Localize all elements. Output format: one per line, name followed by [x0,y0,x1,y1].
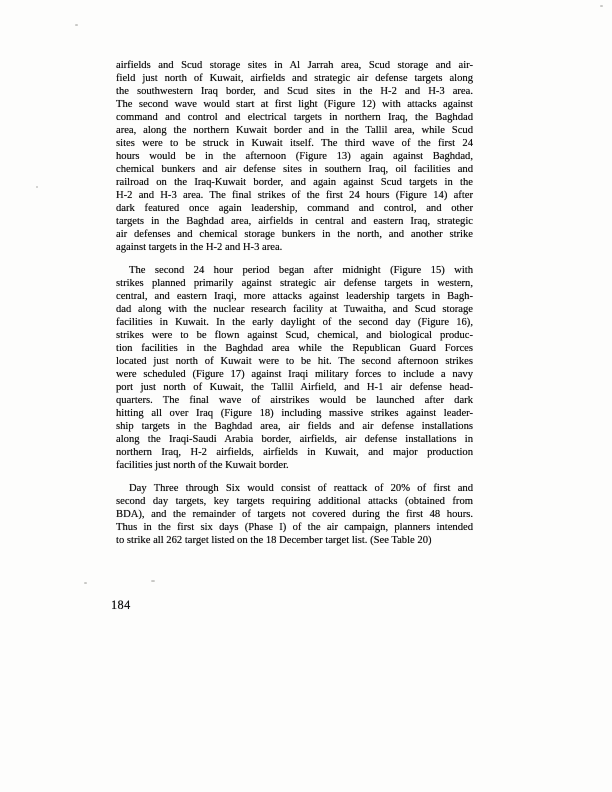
scan-speck [84,582,87,584]
text-line: the southwestern Iraq border, and Scud sites in the H-2 and H-3 area. [116,86,473,97]
text-line: along the Iraqi-Saudi Arabia border, airfields, air defense installations in [116,434,473,445]
text-line: northern Iraq, H-2 airfields, airfields in Kuwait, and major production [116,447,473,458]
scan-speck [36,186,38,188]
text-line: air defenses and chemical storage bunkers in the north, and another strike [116,229,473,240]
text-line: Thus in the first six days (Phase I) of the air campaign, planners intended [116,522,473,533]
text-line: were scheduled (Figure 17) against Iraqi military forces to include a navy [116,369,473,380]
paragraph [116,264,473,472]
text-line: hitting all over Iraq (Figure 18) including massive strikes against leader- [116,408,473,419]
text-line: strikes were to be flown against Scud, chemical, and biological produc- [116,330,473,341]
text-line: airfields and Scud storage sites in Al Jarrah area, Scud storage and air- [116,60,473,71]
text-line: BDA), and the remainder of targets not covered during the first 48 hours. [116,509,473,520]
text-line: area, along the northern Kuwait border and in the Tallil area, while Scud [116,125,473,136]
body-text [116,59,473,547]
text-line: facilities in Kuwait. In the early daylight of the second day (Figure 16), [116,317,473,328]
text-line: quarters. The final wave of airstrikes would be launched after dark [116,395,473,406]
text-line: Day Three through Six would consist of reattack of 20% of first and [129,483,473,494]
text-line: targets in the Baghdad area, airfields in central and eastern Iraq, strategic [116,216,473,227]
text-line: dad along with the nuclear research facility at Tuwaitha, and Scud storage [116,304,473,315]
paragraph [116,482,473,547]
text-line: strikes planned primarily against strategic air defense targets in western, [116,278,473,289]
text-line: chemical bunkers and air defense sites in southern Iraq, oil facilities and [116,164,473,175]
text-line: against targets in the H-2 and H-3 area. [116,242,283,253]
page-number: 184 [111,598,131,612]
scan-speck [600,5,603,7]
text-line: railroad on the Iraq-Kuwait border, and again against Scud targets in the [116,177,473,188]
text-line: located just north of Kuwait were to be hit. The second afternoon strikes [116,356,473,367]
text-line: port just north of Kuwait, the Tallil Airfield, and H-1 air defense head- [116,382,473,393]
text-line: to strike all 262 target listed on the 18 December target list. (See Table 20) [116,535,432,546]
text-line: The second wave would start at first light (Figure 12) with attacks against [116,99,473,110]
text-line: field just north of Kuwait, airfields and strategic air defense targets along [116,73,473,84]
text-line: The second 24 hour period began after midnight (Figure 15) with [129,265,473,276]
scan-speck [151,580,155,582]
text-line: hours would be in the afternoon (Figure 13) again against Baghdad, [116,151,473,162]
text-line: dark featured once again leadership, command and control, and other [116,203,473,214]
text-line: ship targets in the Baghdad area, air fields and air defense installations [116,421,473,432]
paragraph [116,59,473,254]
text-line: sites were to be struck in Kuwait itself. The third wave of the first 24 [116,138,473,149]
text-line: command and control and electrical targets in northern Iraq, the Baghdad [116,112,473,123]
text-line: facilities just north of the Kuwait border. [116,460,289,471]
text-line: second day targets, key targets requiring additional attacks (obtained from [116,496,473,507]
text-line: tion facilities in the Baghdad area while the Republican Guard Forces [116,343,473,354]
scan-speck [75,24,78,26]
text-line: central, and eastern Iraqi, more attacks against leadership targets in Bagh- [116,291,473,302]
text-line: H-2 and H-3 area. The final strikes of the first 24 hours (Figure 14) after [116,190,473,201]
